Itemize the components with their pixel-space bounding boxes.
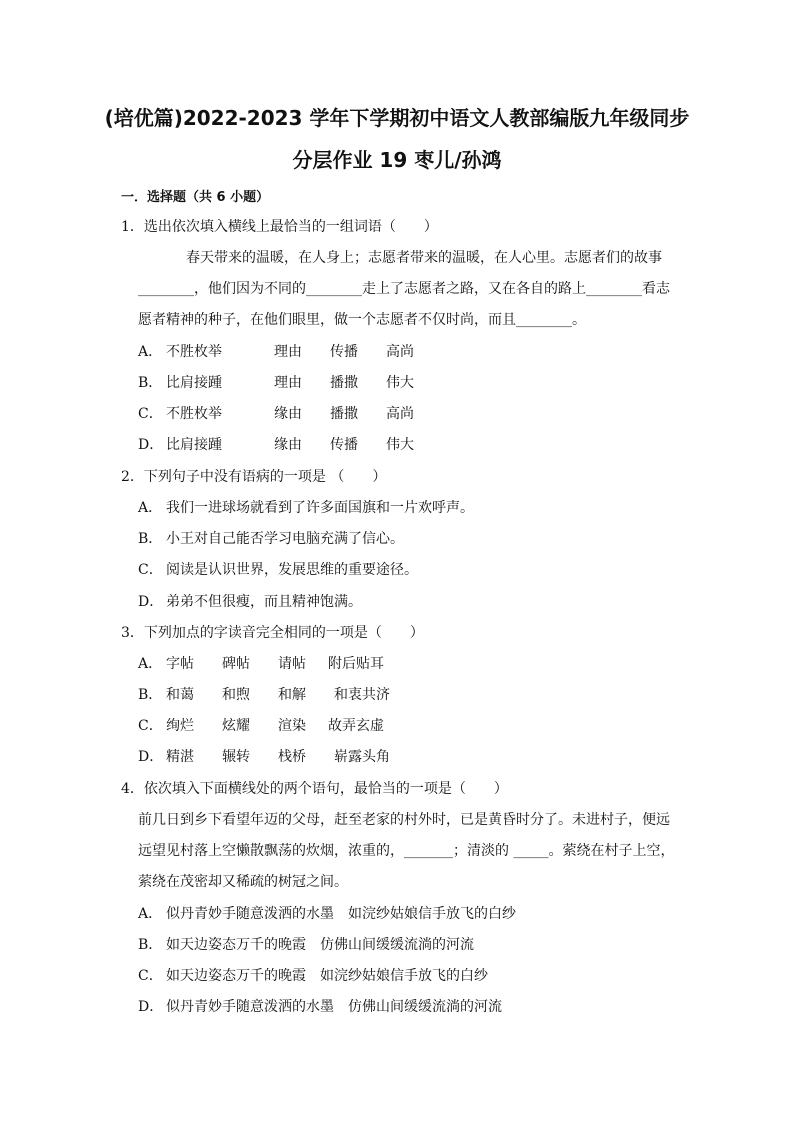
option-word: 炫耀 (222, 718, 250, 734)
option-word: 和蔼 (166, 687, 194, 703)
question-1-passage-line-3: 愿者精神的种子，在他们眼里，做一个志愿者不仅时尚，而且________。 (138, 312, 586, 328)
option-text: 弟弟不但很瘦，而且精神饱满。 (166, 594, 362, 610)
option-word: 不胜枚举 (166, 406, 222, 422)
option-letter: B． (138, 687, 163, 703)
option-word: 传播 (330, 437, 358, 453)
question-2-option-b (138, 530, 404, 548)
option-text: 阅读是认识世界，发展思维的重要途径。 (166, 562, 418, 578)
option-letter: D． (138, 594, 164, 610)
option-word: 理由 (274, 375, 302, 391)
option-letter: C． (138, 406, 163, 422)
question-1-option-a (138, 343, 414, 361)
option-text: 如天边姿态万千的晚霞 如浣纱姑娘信手放飞的白纱 (166, 968, 488, 984)
option-letter: A． (138, 500, 163, 516)
option-word: 伟大 (386, 437, 414, 453)
question-4-passage-line-2: 远望见村落上空懒散飘荡的炊烟，浓重的，_______；清淡的 _____。萦绕在村子上空， (138, 843, 675, 859)
question-2-stem: 2．下列句子中没有语病的一项是 （ ） (121, 469, 387, 485)
option-word: 请帖 (278, 656, 306, 672)
option-letter: B． (138, 531, 163, 547)
option-word: 字帖 (166, 656, 194, 672)
question-3-option-d (138, 748, 390, 766)
option-letter: D． (138, 999, 164, 1015)
question-1-passage-line-2: ________，他们因为不同的________走上了志愿者之路，又在各自的路上________看志 (138, 281, 670, 297)
option-word: 理由 (274, 344, 302, 360)
option-word: 和衷共济 (334, 687, 390, 703)
option-word: 故弄玄虚 (328, 718, 384, 734)
question-2-option-c (138, 561, 418, 579)
option-word: 高尚 (386, 344, 414, 360)
option-word: 崭露头角 (334, 749, 390, 765)
question-4-stem: 4．依次填入下面横线处的两个语句，最恰当的一项是（ ） (121, 781, 508, 797)
question-4-option-b (138, 936, 474, 954)
option-letter: D． (138, 749, 164, 765)
question-3-option-b (138, 686, 390, 704)
question-4-option-d (138, 998, 502, 1016)
option-letter: A． (138, 656, 163, 672)
option-text: 似丹青妙手随意泼洒的水墨 仿佛山间缓缓流淌的河流 (166, 999, 502, 1015)
option-word: 缘由 (274, 437, 302, 453)
option-word: 传播 (330, 344, 358, 360)
question-4-option-a (138, 905, 516, 923)
option-word: 和解 (278, 687, 306, 703)
option-text: 我们一进球场就看到了许多面国旗和一片欢呼声。 (166, 500, 474, 516)
option-word: 精湛 (166, 749, 194, 765)
option-word: 播撒 (330, 406, 358, 422)
option-letter: A． (138, 906, 163, 922)
option-word: 比肩接踵 (166, 437, 222, 453)
option-letter: B． (138, 375, 163, 391)
option-text: 如天边姿态万千的晚霞 仿佛山间缓缓流淌的河流 (166, 937, 474, 953)
option-letter: C． (138, 562, 163, 578)
option-letter: B． (138, 937, 163, 953)
question-1-passage-line-1: 春天带来的温暖，在人身上；志愿者带来的温暖，在人心里。志愿者们的故事 (186, 250, 662, 266)
option-letter: D． (138, 437, 164, 453)
option-text: 似丹青妙手随意泼洒的水墨 如浣纱姑娘信手放飞的白纱 (166, 906, 516, 922)
option-word: 高尚 (386, 406, 414, 422)
question-3-option-a (138, 655, 384, 673)
option-text: 小王对自己能否学习电脑充满了信心。 (166, 531, 404, 547)
question-1-option-c (138, 405, 414, 423)
option-letter: C． (138, 968, 163, 984)
option-word: 栈桥 (278, 749, 306, 765)
question-1-option-d (138, 436, 414, 454)
question-2-option-a (138, 499, 474, 517)
document-title-line-1: (培优篇)2022-2023 学年下学期初中语文人教部编版九年级同步 (104, 106, 690, 130)
option-word: 绚烂 (166, 718, 194, 734)
question-1-stem: 1．选出依次填入横线上最恰当的一组词语（ ） (121, 219, 438, 235)
question-4-passage-line-1: 前几日到乡下看望年迈的父母，赶至老家的村外时，已是黄昏时分了。未进村子，便远 (138, 812, 670, 828)
option-word: 播撒 (330, 375, 358, 391)
option-word: 和煦 (222, 687, 250, 703)
question-1-option-b (138, 374, 414, 392)
option-letter: A． (138, 344, 163, 360)
option-word: 附后贴耳 (328, 656, 384, 672)
option-letter: C． (138, 718, 163, 734)
question-4-passage-line-3: 萦绕在茂密却又稀疏的树冠之间。 (138, 874, 348, 890)
question-2-option-d (138, 593, 362, 611)
option-word: 不胜枚举 (166, 344, 222, 360)
question-3-option-c (138, 717, 384, 735)
section-heading: 一．选择题（共 6 小题） (121, 190, 270, 205)
option-word: 伟大 (386, 375, 414, 391)
option-word: 缘由 (274, 406, 302, 422)
question-4-option-c (138, 967, 488, 985)
document-title-line-2: 分层作业 19 枣儿/孙鸿 (292, 148, 502, 172)
option-word: 碑帖 (222, 656, 250, 672)
option-word: 渲染 (278, 718, 306, 734)
option-word: 比肩接踵 (166, 375, 222, 391)
option-word: 辗转 (222, 749, 250, 765)
question-3-stem: 3．下列加点的字读音完全相同的一项是（ ） (121, 625, 424, 641)
